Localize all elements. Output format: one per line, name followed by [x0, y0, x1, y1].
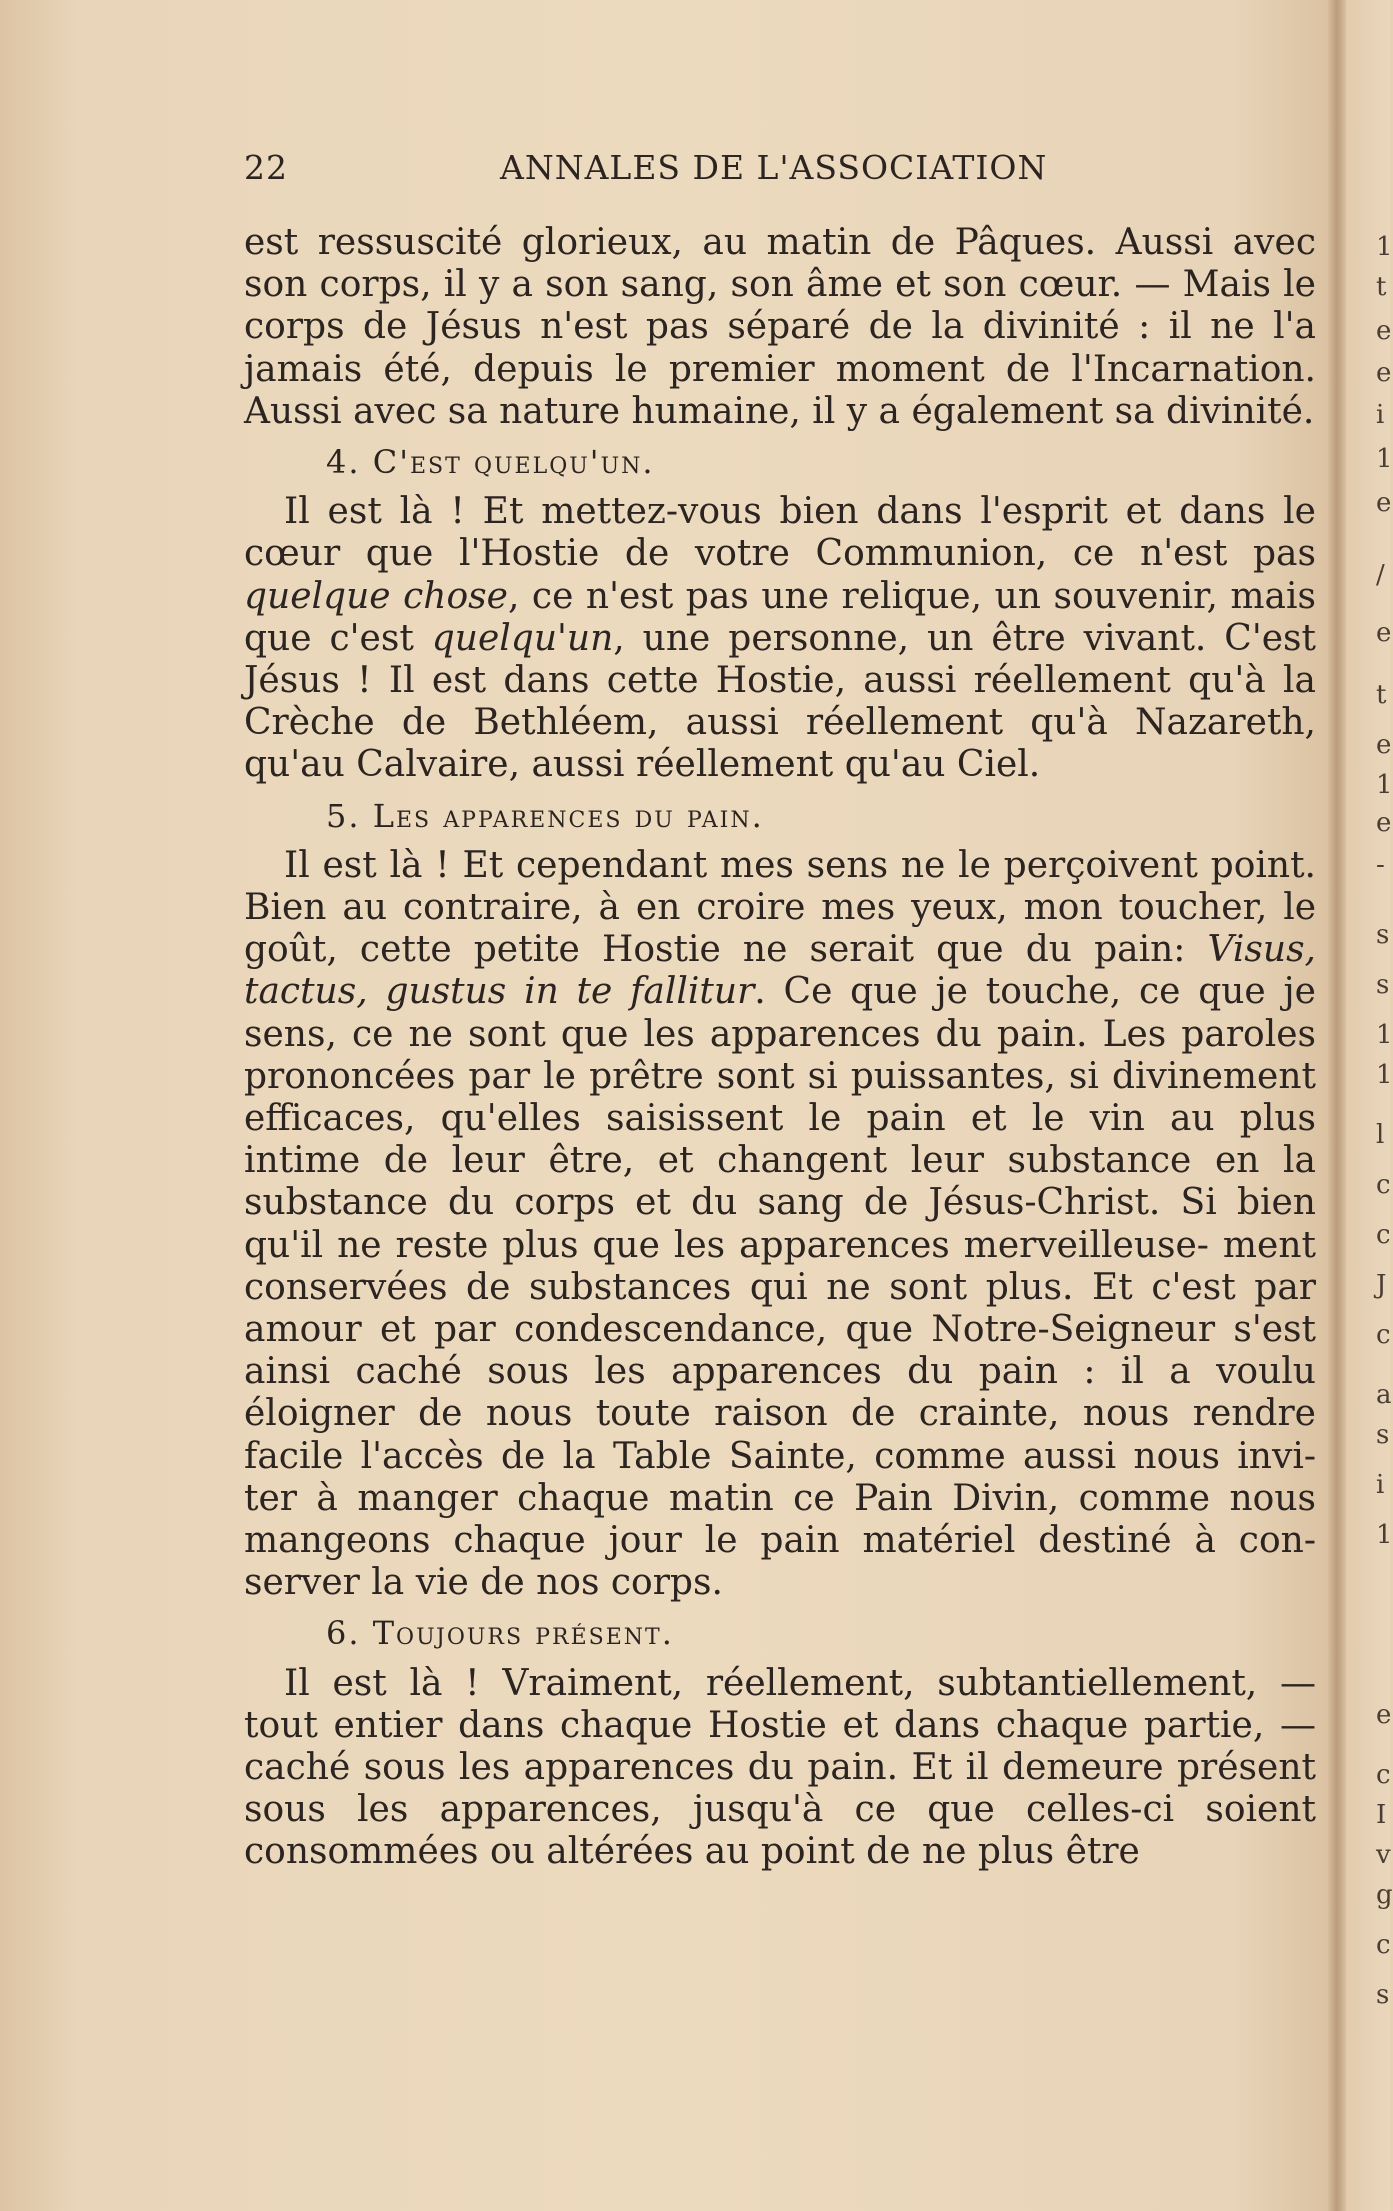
- facing-page-glyph: c: [1376, 1930, 1391, 1960]
- facing-page-glyph: J: [1376, 1270, 1387, 1300]
- text-line: Il est là ! Vraiment, réellement, subtantiellement, —: [284, 1662, 1316, 1704]
- facing-page-glyph: c: [1376, 1170, 1391, 1200]
- facing-page-glyph: i: [1376, 400, 1385, 430]
- facing-page-glyph: a: [1376, 1380, 1392, 1410]
- facing-page-glyph: /: [1376, 560, 1385, 590]
- facing-page-glyph: l: [1376, 1120, 1385, 1150]
- text-line: divinement efficaces, qu'elles saisissent le pain et le vin: [244, 1055, 1316, 1140]
- section-number: 5.: [326, 796, 361, 835]
- facing-page-glyph: 1: [1376, 770, 1393, 800]
- paragraph-3: [244, 845, 1316, 1605]
- section-heading-5: [326, 795, 1316, 837]
- facing-page-glyph: t: [1376, 680, 1387, 710]
- book-gutter: [1328, 0, 1346, 2211]
- facing-page-glyph: s: [1376, 1980, 1390, 2010]
- section-title: Les apparences du pain.: [372, 796, 764, 835]
- paragraph-4: [244, 1663, 1316, 1874]
- text-line: , une personne, un être vivant. C'est: [613, 617, 1316, 659]
- text-line: qu'au Calvaire, aussi réellement qu'au Ciel.: [244, 744, 1041, 786]
- facing-page-glyph: g: [1376, 1880, 1393, 1910]
- text-line: soient consommées ou altérées au point de ne plus être: [244, 1789, 1316, 1873]
- text-line: au plus intime de leur être, et changent leur substance: [244, 1098, 1316, 1182]
- text-line: par amour et par condescendance, que Notre-Seigneur: [244, 1266, 1317, 1351]
- facing-page-glyph: s: [1376, 920, 1390, 950]
- text-line: Les paroles prononcées par le prêtre sont si puissantes, si: [244, 1013, 1316, 1097]
- facing-page-glyph: s: [1376, 970, 1390, 1000]
- page-body: [244, 222, 1316, 1874]
- text-line: que c'est: [244, 617, 432, 659]
- facing-page-glyph: -: [1376, 850, 1385, 880]
- text-line: éloigner de nous toute raison de crainte, nous rendre: [244, 1393, 1316, 1435]
- section-title: C'est quelqu'un.: [372, 443, 655, 482]
- page-header: [244, 148, 1316, 192]
- italic-text: quelque chose: [244, 575, 508, 617]
- facing-page-glyph: c: [1376, 1320, 1391, 1350]
- facing-page-glyph: 1: [1376, 444, 1393, 474]
- text-line: Crèche de Bethléem, aussi réellement qu'à Nazareth,: [244, 702, 1316, 744]
- text-line: point. Bien au contraire, à en croire mes yeux, mon: [244, 844, 1316, 929]
- section-number: 6.: [326, 1614, 361, 1653]
- text-line: bien qu'il ne reste plus que les apparences merveilleuse-: [244, 1182, 1316, 1266]
- text-line: en la substance du corps et du sang de Jésus-Christ. Si: [244, 1140, 1316, 1224]
- facing-page-glyph: e: [1376, 1700, 1392, 1730]
- facing-page-glyph: e: [1376, 488, 1392, 518]
- text-line: Jésus ! Il est dans cette Hostie, aussi réellement qu'à la: [244, 660, 1316, 702]
- text-line: divinité.: [1166, 390, 1315, 432]
- text-line: le corps de Jésus n'est pas séparé de la divinité : il ne: [244, 264, 1316, 348]
- facing-page-glyph: 1: [1376, 1020, 1393, 1050]
- latin-quote: Visus, tactus, gustus in te fallitur: [244, 929, 1316, 1013]
- text-line: , ce n'est pas une relique, un souvenir, mais: [507, 575, 1317, 617]
- facing-page-glyph: i: [1376, 1470, 1385, 1500]
- text-line: ment conservées de substances qui ne sont plus. Et c'est: [244, 1224, 1316, 1308]
- facing-page-glyph: 1: [1376, 1520, 1393, 1550]
- facing-page-glyph: v: [1376, 1840, 1391, 1870]
- text-line: server la vie de nos corps.: [244, 1562, 723, 1604]
- facing-page-glyph: e: [1376, 808, 1392, 838]
- paragraph-2: [244, 491, 1316, 786]
- facing-page-glyph: t: [1376, 272, 1387, 302]
- text-line: Aussi avec sa nature humaine, il y a également sa: [244, 390, 1155, 432]
- text-line: mangeons chaque jour le pain matériel destiné à con-: [244, 1520, 1316, 1562]
- facing-page-glyph: e: [1376, 358, 1392, 388]
- text-line: cœur que l'Hostie de votre Communion, ce n'est pas: [244, 533, 1316, 575]
- text-line: tout entier dans chaque Hostie et dans chaque partie,: [244, 1704, 1265, 1746]
- text-line: Il est là ! Et cependant mes sens ne le perçoivent: [284, 844, 1198, 886]
- facing-page-glyph: c: [1376, 1220, 1391, 1250]
- text-line: s'est ainsi caché sous les apparences du pain : il a voulu: [244, 1309, 1316, 1393]
- text-line: son corps, il y a son sang, son âme et son cœur. — Mais: [244, 264, 1271, 306]
- facing-page-glyph: I: [1376, 1800, 1387, 1830]
- text-line: . Ce que je touche,: [754, 971, 1122, 1013]
- text-line: facile l'accès de la Table Sainte, comme aussi nous invi-: [244, 1435, 1316, 1477]
- facing-page-glyph: e: [1376, 730, 1392, 760]
- facing-page-glyph: 1: [1376, 1060, 1393, 1090]
- section-title: Toujours présent.: [372, 1614, 674, 1653]
- running-head: ANNALES DE L'ASSOCIATION: [500, 148, 1048, 187]
- facing-page-glyph: e: [1376, 316, 1392, 346]
- text-line: ce que je sens, ce ne sont que les apparences du pain.: [244, 971, 1316, 1055]
- section-heading-6: [326, 1612, 1316, 1654]
- section-heading-4: [326, 441, 1316, 483]
- facing-page-glyph: s: [1376, 1420, 1390, 1450]
- text-line: Il est là ! Et mettez-vous bien dans l'esprit et dans le: [284, 491, 1316, 533]
- text-line: toucher, le goût, cette petite Hostie ne serait que du: [244, 887, 1317, 971]
- italic-text: quelqu'un: [431, 617, 614, 659]
- text-line: pain:: [1094, 929, 1208, 971]
- facing-page-glyph: e: [1376, 618, 1392, 648]
- text-line: présent sous les apparences, jusqu'à ce que celles-ci: [244, 1747, 1316, 1831]
- facing-page-glyph: c: [1376, 1760, 1391, 1790]
- text-line: ter à manger chaque matin ce Pain Divin, comme nous: [244, 1477, 1316, 1519]
- text-line: est ressuscité glorieux, au matin de Pâques. Aussi avec: [244, 222, 1316, 263]
- facing-page-glyph: 1: [1376, 232, 1393, 262]
- text-line: l'a jamais été, depuis le premier moment de l'Incarnation.: [244, 306, 1316, 390]
- page-number: 22: [244, 148, 288, 187]
- text-line: — caché sous les apparences du pain. Et il demeure: [244, 1704, 1316, 1789]
- section-number: 4.: [326, 443, 361, 482]
- paragraph-1: [244, 222, 1316, 433]
